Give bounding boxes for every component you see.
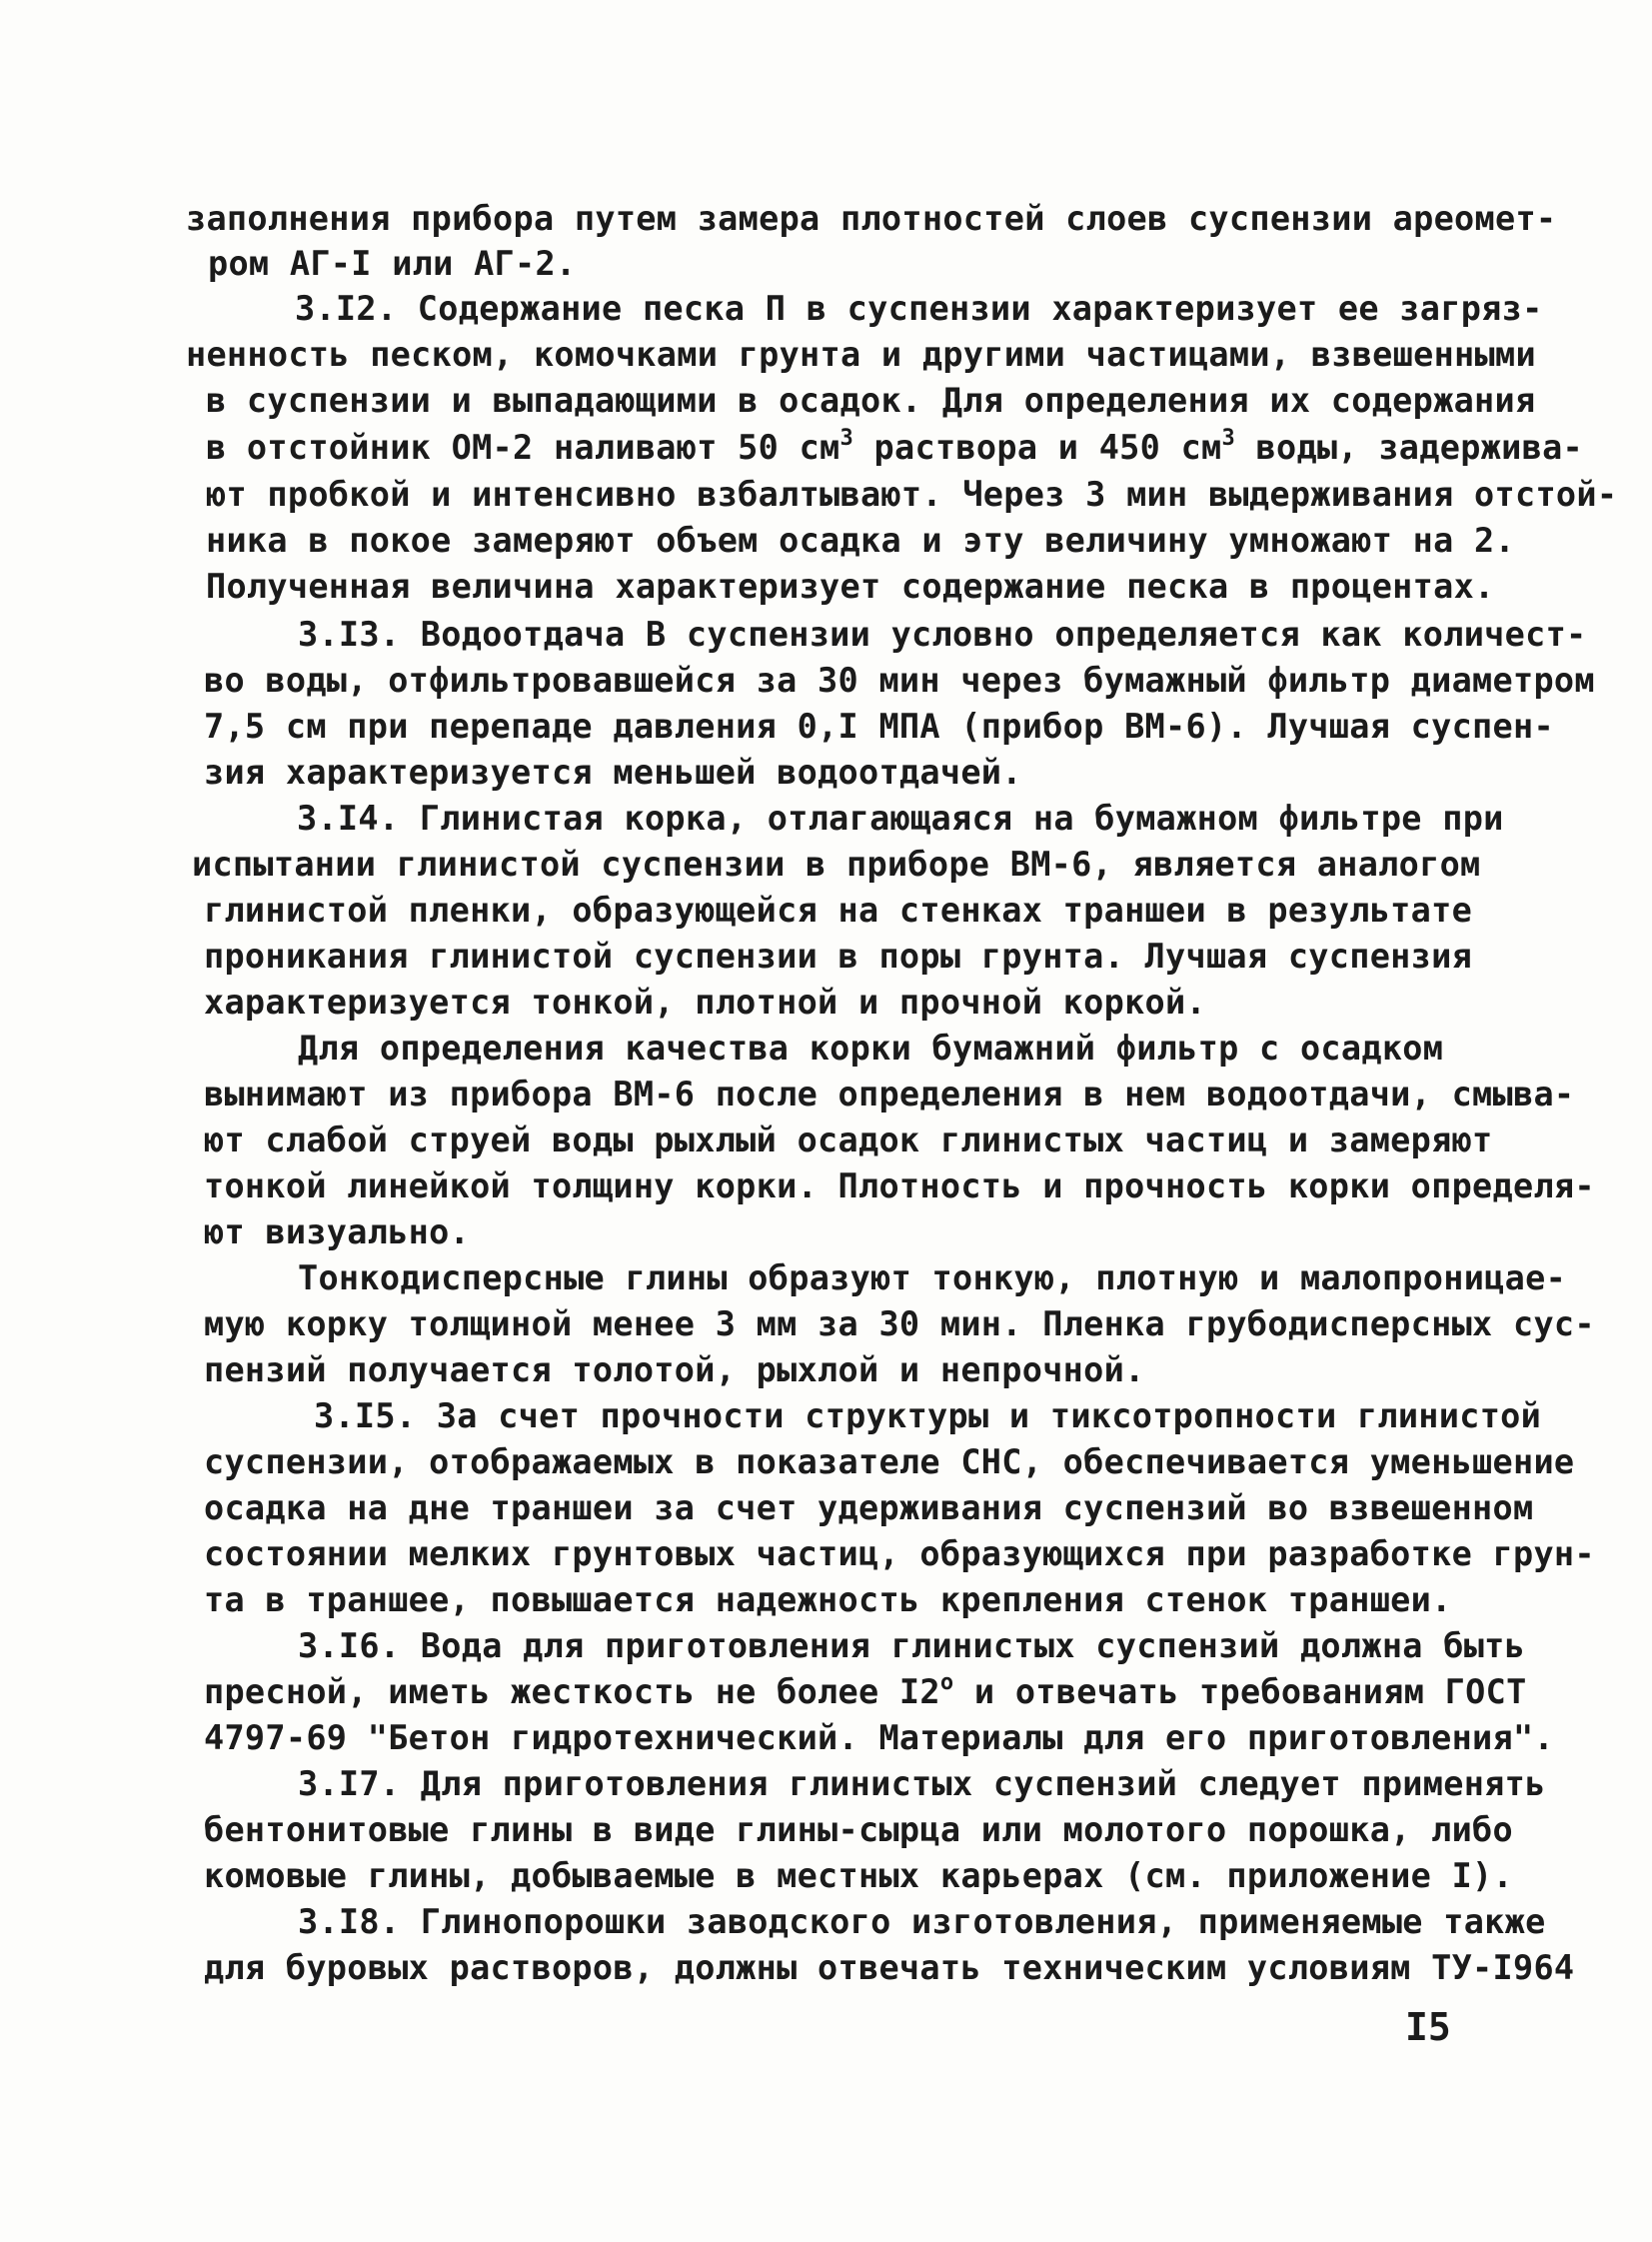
text-line: осадка на дне траншеи за счет удерживания суспензий во взвешенном [204, 1488, 1534, 1527]
text-line: 3.I3. Водоотдача В суспензии условно определяется как количест- [298, 615, 1587, 654]
text-fragment: раствора и 450 см [853, 428, 1222, 467]
text-line: зия характеризуется меньшей водоотдачей. [204, 753, 1022, 792]
text-line: бентонитовые глины в виде глины-сырца или молотого порошка, либо [204, 1810, 1513, 1849]
text-line: Для определения качества корки бумажний фильтр с осадком [298, 1029, 1444, 1068]
text-line: во воды, отфильтровавшейся за 30 мин через бумажный фильтр диаметром [204, 661, 1595, 700]
text-line: заполнения прибора путем замера плотностей слоев суспензии ареомет- [186, 199, 1557, 238]
text-line: состоянии мелких грунтовых частиц, образующихся при разработке грун- [204, 1534, 1595, 1573]
text-line: испытании глинистой суспензии в приборе ВМ-6, является аналогом [192, 845, 1481, 884]
text-line: пензий получается толотой, рыхлой и непрочной. [204, 1350, 1145, 1389]
text-line: комовые глины, добываемые в местных карьерах (см. приложение I). [204, 1856, 1513, 1895]
text-line: ют визуально. [204, 1212, 471, 1251]
text-line: ют слабой струей воды рыхлый осадок глинистых частиц и замеряют [204, 1121, 1493, 1159]
text-line: 3.I5. За счет прочности структуры и тиксотропности глинистой [314, 1396, 1542, 1435]
text-line: ника в покое замеряют объем осадка и эту величину умножают на 2. [206, 521, 1515, 560]
superscript: 3 [839, 426, 854, 451]
text-line: 3.I4. Глинистая корка, отлагающаяся на бумажном фильтре при [297, 799, 1504, 838]
text-line: глинистой пленки, образующейся на стенках траншеи в результате [204, 891, 1473, 930]
text-line: 3.I7. Для приготовления глинистых суспензий следует применять [298, 1764, 1546, 1803]
page-number: I5 [1405, 2005, 1451, 2049]
text-line: суспензии, отображаемых в показателе СНС, обеспечивается уменьшение [204, 1442, 1575, 1481]
text-fragment: воды, задержива- [1235, 428, 1584, 467]
text-line: ром АГ-I или АГ-2. [208, 244, 577, 283]
text-line: для буровых растворов, должны отвечать техническим условиям ТУ-I964 [204, 1948, 1575, 1987]
text-line: мую корку толщиной менее 3 мм за 30 мин. Пленка грубодисперсных сус- [204, 1304, 1595, 1343]
text-line-with-superscripts [206, 425, 1583, 476]
text-line: 3.I2. Содержание песка П в суспензии характеризует ее загряз- [295, 289, 1543, 328]
text-line: ют пробкой и интенсивно взбалтывают. Через 3 мин выдерживания отстой- [206, 475, 1618, 514]
text-line: в суспензии и выпадающими в осадок. Для определения их содержания [206, 381, 1536, 420]
text-line: Тонкодисперсные глины образуют тонкую, плотную и малопроницае- [298, 1258, 1567, 1297]
text-line: ненность песком, комочками грунта и другими частицами, взвешенными [186, 335, 1536, 374]
text-line: 4797-69 "Бетон гидротехнический. Материалы для его приготовления". [204, 1718, 1554, 1757]
text-line: проникания глинистой суспензии в поры грунта. Лучшая суспензия [204, 937, 1473, 976]
text-line: характеризуется тонкой, плотной и прочной коркой. [204, 983, 1206, 1022]
text-line: Полученная величина характеризует содержание песка в процентах. [206, 567, 1495, 606]
text-line: та в траншее, повышается надежность крепления стенок траншеи. [204, 1580, 1452, 1619]
text-line: вынимают из прибора ВМ-6 после определения в нем водоотдачи, смыва- [204, 1075, 1575, 1114]
text-line: 3.I6. Вода для приготовления глинистых суспензий должна быть [298, 1626, 1526, 1665]
text-line: 7,5 см при перепаде давления 0,I МПА (прибор ВМ-6). Лучшая суспен- [204, 707, 1554, 746]
superscript: 3 [1221, 426, 1236, 451]
text-fragment: и отвечать требованиям ГОСТ [953, 1672, 1527, 1711]
text-line-with-superscript [204, 1669, 1527, 1720]
text-line: тонкой линейкой толщину корки. Плотность и прочность корки определя- [204, 1166, 1595, 1205]
superscript: о [939, 1670, 954, 1695]
text-line: 3.I8. Глинопорошки заводского изготовления, применяемые также [298, 1902, 1546, 1941]
text-fragment: в отстойник ОМ-2 наливают 50 см [206, 428, 840, 467]
text-fragment: пресной, иметь жесткость не более I2 [204, 1672, 940, 1711]
